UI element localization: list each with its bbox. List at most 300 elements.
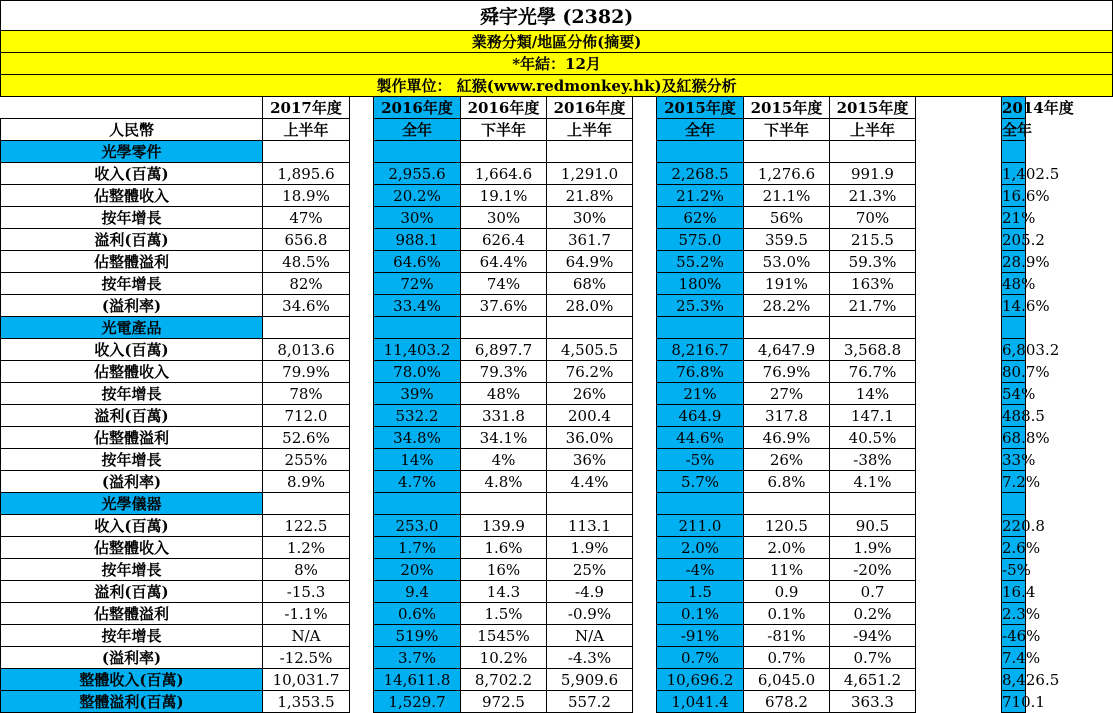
value-cell: -1.1% — [263, 603, 350, 625]
value-cell: 2.0% — [657, 537, 744, 559]
value-cell: 2,268.5 — [657, 163, 744, 185]
period-header: 上半年 — [263, 119, 350, 141]
value-cell: 5.7% — [657, 471, 744, 493]
table-row — [1, 339, 1113, 361]
row-label: 溢利(百萬) — [1, 229, 263, 251]
total-label: 整體收入(百萬) — [1, 669, 263, 691]
column-gap — [916, 559, 1002, 581]
value-cell: 8.9% — [263, 471, 350, 493]
row-label: 按年增長 — [1, 449, 263, 471]
section-blank-cell — [657, 493, 744, 515]
value-cell: -46% — [1002, 626, 1041, 645]
column-gap — [350, 647, 374, 669]
value-cell: 6,897.7 — [461, 339, 547, 361]
value-cell: 27% — [744, 383, 830, 405]
value-cell: 1.9% — [830, 537, 916, 559]
row-label: 按年增長 — [1, 383, 263, 405]
value-cell: N/A — [263, 625, 350, 647]
value-cell: 532.2 — [374, 405, 461, 427]
section-blank-cell — [547, 141, 633, 163]
total-value-cell: 1,353.5 — [263, 691, 350, 713]
table-row — [1, 251, 1113, 273]
value-cell: -4.3% — [547, 647, 633, 669]
section-header: 光學零件 — [1, 141, 263, 163]
value-cell: 205.2 — [1002, 230, 1045, 249]
section-header: 光電產品 — [1, 317, 263, 339]
section-blank-cell — [657, 317, 744, 339]
value-cell: 40.5% — [830, 427, 916, 449]
section-blank-cell — [374, 493, 461, 515]
value-cell: 79.3% — [461, 361, 547, 383]
value-cell: 21% — [1002, 208, 1036, 227]
section-header: 光學儀器 — [1, 493, 263, 515]
value-cell: 34.6% — [263, 295, 350, 317]
total-value-cell: 4,651.2 — [830, 669, 916, 691]
period-header: 下半年 — [744, 119, 830, 141]
column-gap — [916, 383, 1002, 405]
value-cell: 2.6% — [1002, 538, 1041, 557]
value-cell: -5% — [1002, 560, 1031, 579]
value-cell: 113.1 — [547, 515, 633, 537]
value-cell: 33% — [1002, 450, 1036, 469]
value-cell: 25% — [547, 559, 633, 581]
value-cell: 4.7% — [374, 471, 461, 493]
table-row — [1, 273, 1113, 295]
column-gap — [633, 559, 657, 581]
value-cell: 19.1% — [461, 185, 547, 207]
value-cell: 64.9% — [547, 251, 633, 273]
value-cell: 80.7% — [1002, 362, 1050, 381]
column-gap — [350, 493, 374, 515]
column-gap — [633, 493, 657, 515]
row-label: (溢利率) — [1, 647, 263, 669]
value-cell: 46.9% — [744, 427, 830, 449]
value-cell: 253.0 — [374, 515, 461, 537]
value-cell: 1.2% — [263, 537, 350, 559]
total-value-cell: 8,426.5 — [1002, 670, 1060, 689]
table-row — [1, 383, 1113, 405]
column-gap — [350, 141, 374, 163]
section-blank-cell — [744, 493, 830, 515]
period-header: 全年 — [374, 119, 461, 141]
column-gap — [350, 669, 374, 691]
section-blank-cell — [461, 493, 547, 515]
table-row — [1, 405, 1113, 427]
value-cell: -38% — [830, 449, 916, 471]
value-cell: 122.5 — [263, 515, 350, 537]
column-gap — [916, 691, 1002, 713]
value-cell: -0.9% — [547, 603, 633, 625]
column-gap — [633, 471, 657, 493]
value-cell: 20% — [374, 559, 461, 581]
value-cell: 2.0% — [744, 537, 830, 559]
value-cell: 48% — [461, 383, 547, 405]
value-cell: 18.9% — [263, 185, 350, 207]
column-gap — [633, 295, 657, 317]
table-row — [1, 119, 1113, 141]
column-gap — [633, 691, 657, 713]
column-gap — [633, 119, 657, 141]
column-gap — [633, 647, 657, 669]
table-row — [1, 229, 1113, 251]
value-cell: 7.4% — [1002, 648, 1041, 667]
table-row — [1, 185, 1113, 207]
value-cell: 1,402.5 — [1002, 164, 1060, 183]
value-cell: 359.5 — [744, 229, 830, 251]
column-gap — [916, 427, 1002, 449]
value-cell: 44.6% — [657, 427, 744, 449]
column-gap — [633, 141, 657, 163]
column-gap — [350, 163, 374, 185]
year-header: 2015年度 — [830, 97, 916, 119]
section-blank-cell — [374, 317, 461, 339]
section-blank-cell — [263, 493, 350, 515]
value-cell: 220.8 — [1002, 516, 1045, 535]
total-value-cell: 6,045.0 — [744, 669, 830, 691]
value-cell: 14.3 — [461, 581, 547, 603]
column-gap — [350, 339, 374, 361]
total-value-cell: 1,041.4 — [657, 691, 744, 713]
period-header: 全年 — [657, 119, 744, 141]
table-row — [1, 493, 1113, 515]
value-cell: 90.5 — [830, 515, 916, 537]
total-value-cell: 363.3 — [830, 691, 916, 713]
column-gap — [633, 163, 657, 185]
column-gap — [350, 97, 374, 119]
column-gap — [633, 361, 657, 383]
table-row — [1, 691, 1113, 713]
value-cell: 712.0 — [263, 405, 350, 427]
value-cell: 2.3% — [1002, 604, 1041, 623]
value-cell: 0.1% — [657, 603, 744, 625]
column-gap — [916, 361, 1002, 383]
value-cell: 28.2% — [744, 295, 830, 317]
value-cell: 64.4% — [461, 251, 547, 273]
table-row — [1, 449, 1113, 471]
column-gap — [916, 405, 1002, 427]
section-blank-cell — [744, 141, 830, 163]
column-gap — [633, 317, 657, 339]
value-cell: 0.7% — [744, 647, 830, 669]
total-value-cell: 972.5 — [461, 691, 547, 713]
banner-producer: 製作單位： 紅猴(www.redmonkey.hk)及紅猴分析 — [1, 75, 1113, 97]
value-cell: 8,013.6 — [263, 339, 350, 361]
row-label: 佔整體收入 — [1, 537, 263, 559]
column-gap — [633, 515, 657, 537]
value-cell: -12.5% — [263, 647, 350, 669]
value-cell: 4.8% — [461, 471, 547, 493]
period-header: 上半年 — [547, 119, 633, 141]
column-gap — [916, 515, 1002, 537]
column-gap — [633, 273, 657, 295]
section-blank-cell — [1002, 141, 1026, 163]
value-cell: 62% — [657, 207, 744, 229]
column-gap — [633, 537, 657, 559]
column-gap — [916, 537, 1002, 559]
value-cell: 76.8% — [657, 361, 744, 383]
value-cell: 64.6% — [374, 251, 461, 273]
column-gap — [633, 185, 657, 207]
value-cell: 16% — [461, 559, 547, 581]
section-blank-cell — [263, 141, 350, 163]
value-cell: 21.7% — [830, 295, 916, 317]
value-cell: 519% — [374, 625, 461, 647]
value-cell: 317.8 — [744, 405, 830, 427]
period-header: 上半年 — [830, 119, 916, 141]
column-gap — [350, 251, 374, 273]
total-value-cell: 557.2 — [547, 691, 633, 713]
section-blank-cell — [830, 493, 916, 515]
column-gap — [350, 603, 374, 625]
column-gap — [633, 669, 657, 691]
total-value-cell: 710.1 — [1002, 692, 1045, 711]
value-cell: 21% — [657, 383, 744, 405]
value-cell: 53.0% — [744, 251, 830, 273]
value-cell: 68% — [547, 273, 633, 295]
year-header: 2014年度 — [1002, 97, 1026, 119]
value-cell: 9.4 — [374, 581, 461, 603]
row-label: 按年增長 — [1, 207, 263, 229]
value-cell: 39% — [374, 383, 461, 405]
column-gap — [916, 669, 1002, 691]
table-row — [1, 669, 1113, 691]
value-cell: 1.9% — [547, 537, 633, 559]
value-cell: 488.5 — [1002, 406, 1045, 425]
column-gap — [916, 317, 1002, 339]
row-label: 按年增長 — [1, 559, 263, 581]
column-gap — [350, 361, 374, 383]
value-cell: -20% — [830, 559, 916, 581]
total-value-cell: 10,031.7 — [263, 669, 350, 691]
column-gap — [350, 427, 374, 449]
value-cell: 36.0% — [547, 427, 633, 449]
value-cell: 21.3% — [830, 185, 916, 207]
value-cell: 34.8% — [374, 427, 461, 449]
column-gap — [916, 339, 1002, 361]
year-header: 2016年度 — [461, 97, 547, 119]
value-cell: 1.5% — [461, 603, 547, 625]
table-row — [1, 581, 1113, 603]
column-gap — [633, 603, 657, 625]
column-gap — [350, 207, 374, 229]
column-gap — [916, 207, 1002, 229]
header-corner — [1, 97, 263, 119]
section-blank-cell — [744, 317, 830, 339]
value-cell: 0.1% — [744, 603, 830, 625]
total-value-cell: 5,909.6 — [547, 669, 633, 691]
value-cell: 0.6% — [374, 603, 461, 625]
period-header: 全年 — [1002, 119, 1026, 141]
value-cell: -5% — [657, 449, 744, 471]
column-gap — [916, 493, 1002, 515]
value-cell: -4.9 — [547, 581, 633, 603]
table-row — [1, 141, 1113, 163]
value-cell: 215.5 — [830, 229, 916, 251]
value-cell: 82% — [263, 273, 350, 295]
currency-label: 人民幣 — [1, 119, 263, 141]
value-cell: 4,505.5 — [547, 339, 633, 361]
table-row — [1, 97, 1113, 119]
column-gap — [633, 405, 657, 427]
banner-segment-summary: 業務分類/地區分佈(摘要) — [1, 31, 1113, 53]
year-header: 2017年度 — [263, 97, 350, 119]
value-cell: 163% — [830, 273, 916, 295]
value-cell: 33.4% — [374, 295, 461, 317]
column-gap — [350, 295, 374, 317]
row-label: 佔整體溢利 — [1, 603, 263, 625]
table-row — [1, 427, 1113, 449]
value-cell: 2,955.6 — [374, 163, 461, 185]
column-gap — [633, 427, 657, 449]
value-cell: 70% — [830, 207, 916, 229]
column-gap — [350, 559, 374, 581]
value-cell: 54% — [1002, 384, 1036, 403]
value-cell: 74% — [461, 273, 547, 295]
row-label: 佔整體收入 — [1, 361, 263, 383]
row-label: (溢利率) — [1, 295, 263, 317]
column-gap — [633, 97, 657, 119]
value-cell: 4,647.9 — [744, 339, 830, 361]
table-row — [1, 625, 1113, 647]
value-cell: 4.4% — [547, 471, 633, 493]
year-header: 2015年度 — [657, 97, 744, 119]
column-gap — [350, 625, 374, 647]
row-label: 按年增長 — [1, 625, 263, 647]
value-cell: 0.7 — [830, 581, 916, 603]
value-cell: 10.2% — [461, 647, 547, 669]
table-row — [1, 361, 1113, 383]
value-cell: 48% — [1002, 274, 1036, 293]
column-gap — [350, 691, 374, 713]
table-row — [1, 471, 1113, 493]
column-gap — [916, 141, 1002, 163]
value-cell: 6.8% — [744, 471, 830, 493]
column-gap — [916, 251, 1002, 273]
value-cell: 37.6% — [461, 295, 547, 317]
section-blank-cell — [263, 317, 350, 339]
value-cell: 988.1 — [374, 229, 461, 251]
value-cell: 1.7% — [374, 537, 461, 559]
column-gap — [350, 185, 374, 207]
value-cell: 36% — [547, 449, 633, 471]
column-gap — [350, 229, 374, 251]
section-blank-cell — [830, 317, 916, 339]
value-cell: -94% — [830, 625, 916, 647]
column-gap — [916, 581, 1002, 603]
section-blank-cell — [461, 317, 547, 339]
value-cell: 3.7% — [374, 647, 461, 669]
value-cell: 0.7% — [830, 647, 916, 669]
total-value-cell: 678.2 — [744, 691, 830, 713]
column-gap — [916, 625, 1002, 647]
value-cell: 55.2% — [657, 251, 744, 273]
column-gap — [350, 317, 374, 339]
column-gap — [350, 119, 374, 141]
value-cell: 25.3% — [657, 295, 744, 317]
column-gap — [916, 119, 1002, 141]
column-gap — [916, 185, 1002, 207]
value-cell: 14% — [830, 383, 916, 405]
value-cell: 1,291.0 — [547, 163, 633, 185]
value-cell: 14.6% — [1002, 296, 1050, 315]
section-blank-cell — [1002, 317, 1026, 339]
total-label: 整體溢利(百萬) — [1, 691, 263, 713]
value-cell: 76.9% — [744, 361, 830, 383]
value-cell: N/A — [547, 625, 633, 647]
value-cell: 48.5% — [263, 251, 350, 273]
year-header: 2015年度 — [744, 97, 830, 119]
value-cell: 30% — [374, 207, 461, 229]
value-cell: 59.3% — [830, 251, 916, 273]
section-blank-cell — [830, 141, 916, 163]
value-cell: -4% — [657, 559, 744, 581]
value-cell: 78% — [263, 383, 350, 405]
value-cell: 361.7 — [547, 229, 633, 251]
column-gap — [633, 625, 657, 647]
value-cell: 8,216.7 — [657, 339, 744, 361]
value-cell: 464.9 — [657, 405, 744, 427]
value-cell: 147.1 — [830, 405, 916, 427]
column-gap — [916, 97, 1002, 119]
value-cell: 0.2% — [830, 603, 916, 625]
period-header: 下半年 — [461, 119, 547, 141]
column-gap — [350, 383, 374, 405]
value-cell: 76.2% — [547, 361, 633, 383]
value-cell: 139.9 — [461, 515, 547, 537]
value-cell: -91% — [657, 625, 744, 647]
value-cell: 11% — [744, 559, 830, 581]
value-cell: 26% — [744, 449, 830, 471]
value-cell: 4.1% — [830, 471, 916, 493]
value-cell: 21.1% — [744, 185, 830, 207]
value-cell: 1545% — [461, 625, 547, 647]
year-header: 2016年度 — [547, 97, 633, 119]
section-blank-cell — [547, 317, 633, 339]
table-row — [1, 207, 1113, 229]
column-gap — [916, 163, 1002, 185]
total-value-cell: 1,529.7 — [374, 691, 461, 713]
value-cell: 34.1% — [461, 427, 547, 449]
value-cell: 1.6% — [461, 537, 547, 559]
column-gap — [633, 339, 657, 361]
column-gap — [916, 273, 1002, 295]
table-row — [1, 603, 1113, 625]
value-cell: 28.9% — [1002, 252, 1050, 271]
column-gap — [916, 229, 1002, 251]
column-gap — [350, 515, 374, 537]
value-cell: 52.6% — [263, 427, 350, 449]
sheet-title: 舜宇光學 (2382) — [1, 1, 1113, 31]
value-cell: 20.2% — [374, 185, 461, 207]
column-gap — [350, 537, 374, 559]
total-value-cell: 14,611.8 — [374, 669, 461, 691]
column-gap — [916, 449, 1002, 471]
column-gap — [350, 273, 374, 295]
value-cell: 16.6% — [1002, 186, 1050, 205]
value-cell: 1.5 — [657, 581, 744, 603]
value-cell: 16.4 — [1002, 582, 1036, 601]
section-blank-cell — [547, 493, 633, 515]
total-value-cell: 8,702.2 — [461, 669, 547, 691]
value-cell: 211.0 — [657, 515, 744, 537]
row-label: 佔整體溢利 — [1, 427, 263, 449]
section-blank-cell — [374, 141, 461, 163]
value-cell: 1,664.6 — [461, 163, 547, 185]
table-row — [1, 317, 1113, 339]
value-cell: 21.2% — [657, 185, 744, 207]
banner-fiscal-year: *年結：12月 — [1, 53, 1113, 75]
year-header: 2016年度 — [374, 97, 461, 119]
